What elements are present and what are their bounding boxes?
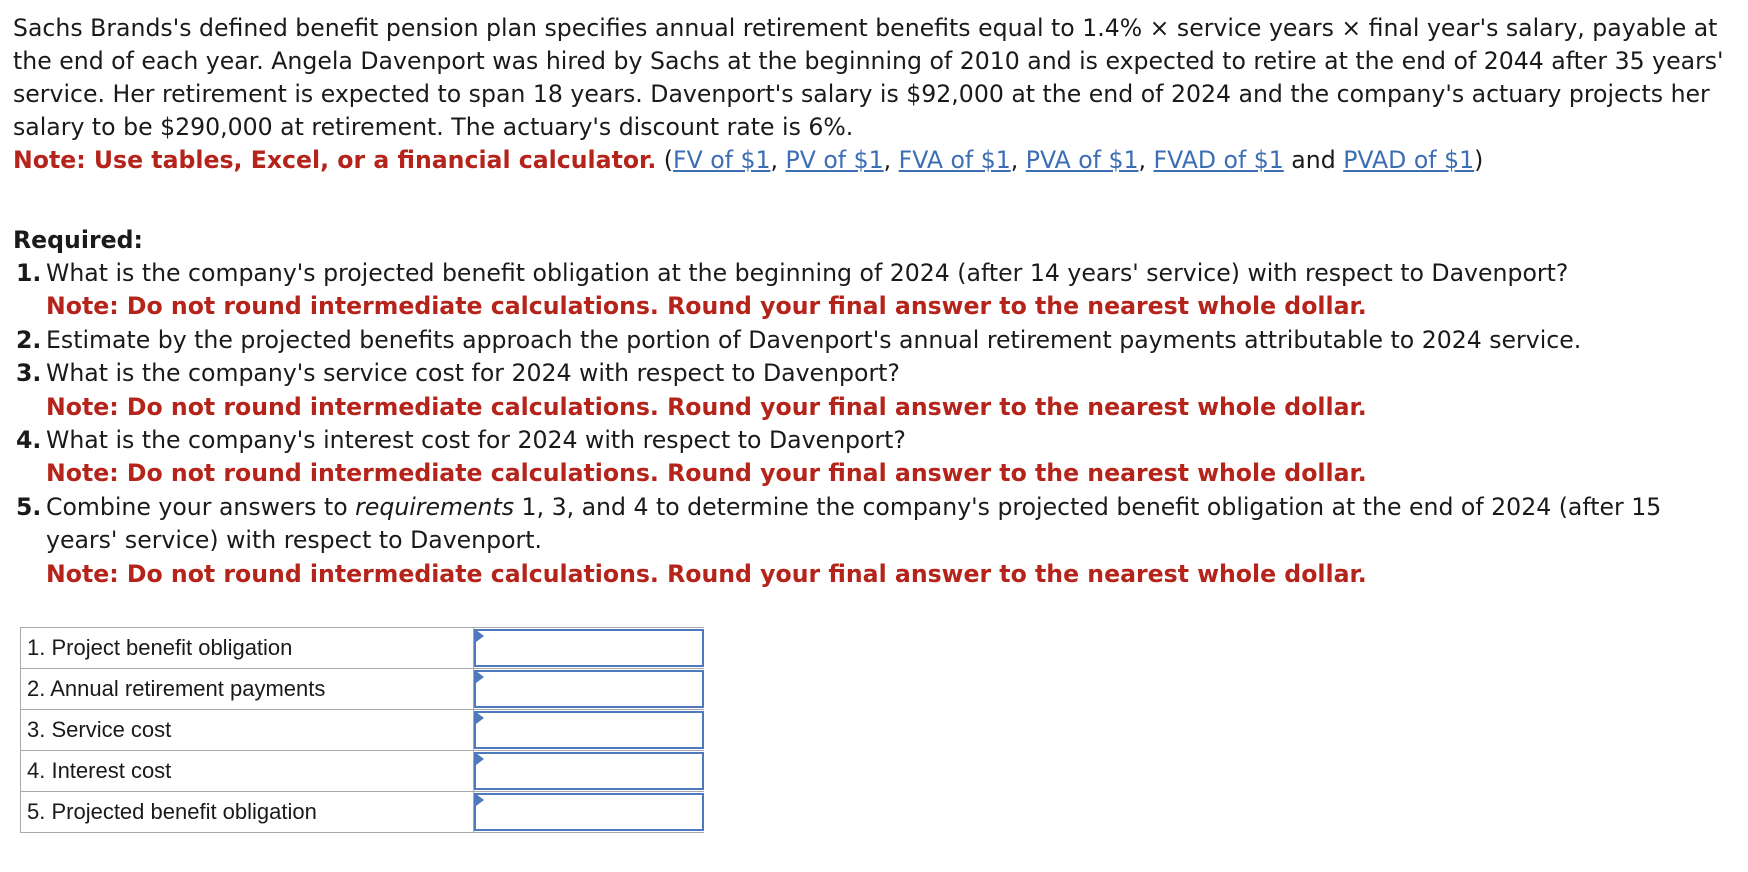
rounding-note: Note: Do not round intermediate calculations. Round your final answer to the nearest whole dollar. — [46, 459, 1367, 488]
table-row — [21, 628, 705, 669]
pbo-end-input[interactable] — [474, 793, 704, 831]
table-row — [21, 669, 705, 710]
requirement-text-part: Combine your answers to — [46, 492, 356, 521]
table-row — [21, 792, 705, 833]
requirement-3 — [13, 357, 1733, 424]
requirement-number: 1. — [16, 259, 42, 287]
row-label: 3. Service cost — [21, 710, 474, 751]
requirement-text: What is the company's service cost for 2024 with respect to Davenport? — [46, 359, 900, 388]
requirement-1 — [13, 257, 1733, 324]
problem-content — [13, 12, 1733, 591]
rounding-note: Note: Do not round intermediate calculations. Round your final answer to the nearest whole dollar. — [46, 392, 1367, 421]
close-paren: ) — [1474, 146, 1484, 174]
comma: , — [1010, 146, 1026, 174]
input-cell — [474, 710, 705, 751]
link-fvad[interactable]: FVAD of $1 — [1153, 146, 1284, 174]
requirement-text: What is the company's interest cost for 2024 with respect to Davenport? — [46, 426, 906, 455]
input-cell — [474, 628, 705, 669]
row-label: 5. Projected benefit obligation — [21, 792, 474, 833]
row-label: 1. Project benefit obligation — [21, 628, 474, 669]
link-fva[interactable]: FVA of $1 — [898, 146, 1011, 174]
service-cost-input[interactable] — [474, 711, 704, 749]
requirement-number: 2. — [16, 325, 42, 354]
table-row — [21, 751, 705, 792]
comma: , — [883, 146, 899, 174]
row-label: 2. Annual retirement payments — [21, 669, 474, 710]
open-paren: ( — [656, 146, 674, 174]
requirement-4 — [13, 424, 1733, 491]
pbo-beginning-input[interactable] — [474, 629, 704, 667]
annual-retirement-payments-input[interactable] — [474, 670, 704, 708]
rounding-note: Note: Do not round intermediate calculations. Round your final answer to the nearest whole dollar. — [46, 292, 1367, 321]
problem-text: Sachs Brands's defined benefit pension plan specifies annual retirement benefits equal to 1.4% × service years × final year's salary, payable at the end of each year. Angela Davenport was hired by Sachs at the beginning of 2010 and is expected to retire at the end of 2044 after 35 years' service. Her retirement is expected to span 18 years. Davenport's salary is $92,000 at the end of 2024 and the company's actuary projects her salary to be $290,000 at retirement. The actuary's discount rate is 6%. — [13, 14, 1724, 141]
requirements-list — [13, 257, 1733, 591]
requirement-text — [46, 493, 1661, 554]
comma: , — [770, 146, 786, 174]
requirement-text-italic: requirements — [355, 492, 515, 521]
problem-statement — [13, 12, 1733, 177]
interest-cost-input[interactable] — [474, 752, 704, 790]
requirement-number: 3. — [16, 359, 42, 388]
requirement-5 — [13, 491, 1733, 591]
link-pv[interactable]: PV of $1 — [785, 146, 884, 174]
required-label: Required: — [13, 226, 143, 254]
link-pva[interactable]: PVA of $1 — [1025, 146, 1139, 174]
link-pvad[interactable]: PVAD of $1 — [1343, 146, 1475, 174]
comma: , — [1138, 146, 1154, 174]
input-cell — [474, 669, 705, 710]
calculator-note: Note: Use tables, Excel, or a financial calculator. — [13, 146, 657, 174]
input-cell — [474, 792, 705, 833]
link-fv[interactable]: FV of $1 — [673, 146, 771, 174]
row-label: 4. Interest cost — [21, 751, 474, 792]
table-row — [21, 710, 705, 751]
requirement-2 — [13, 324, 1733, 357]
requirement-text-part: 1, 3, and 4 to determine the company's projected benefit obligation at the end of 2024 (after 15 years' service) with respect to Davenport. — [46, 492, 1662, 555]
requirement-text: What is the company's projected benefit obligation at the beginning of 2024 (after 14 years' service) with respect to Davenport? — [46, 259, 1569, 287]
input-cell — [474, 751, 705, 792]
rounding-note: Note: Do not round intermediate calculations. Round your final answer to the nearest whole dollar. — [46, 559, 1367, 588]
requirement-text: Estimate by the projected benefits approach the portion of Davenport's annual retirement payments attributable to 2024 service. — [46, 325, 1582, 354]
answer-table — [20, 627, 704, 833]
and-text: and — [1283, 146, 1344, 174]
requirement-number: 4. — [16, 426, 42, 455]
requirement-number: 5. — [16, 492, 42, 521]
